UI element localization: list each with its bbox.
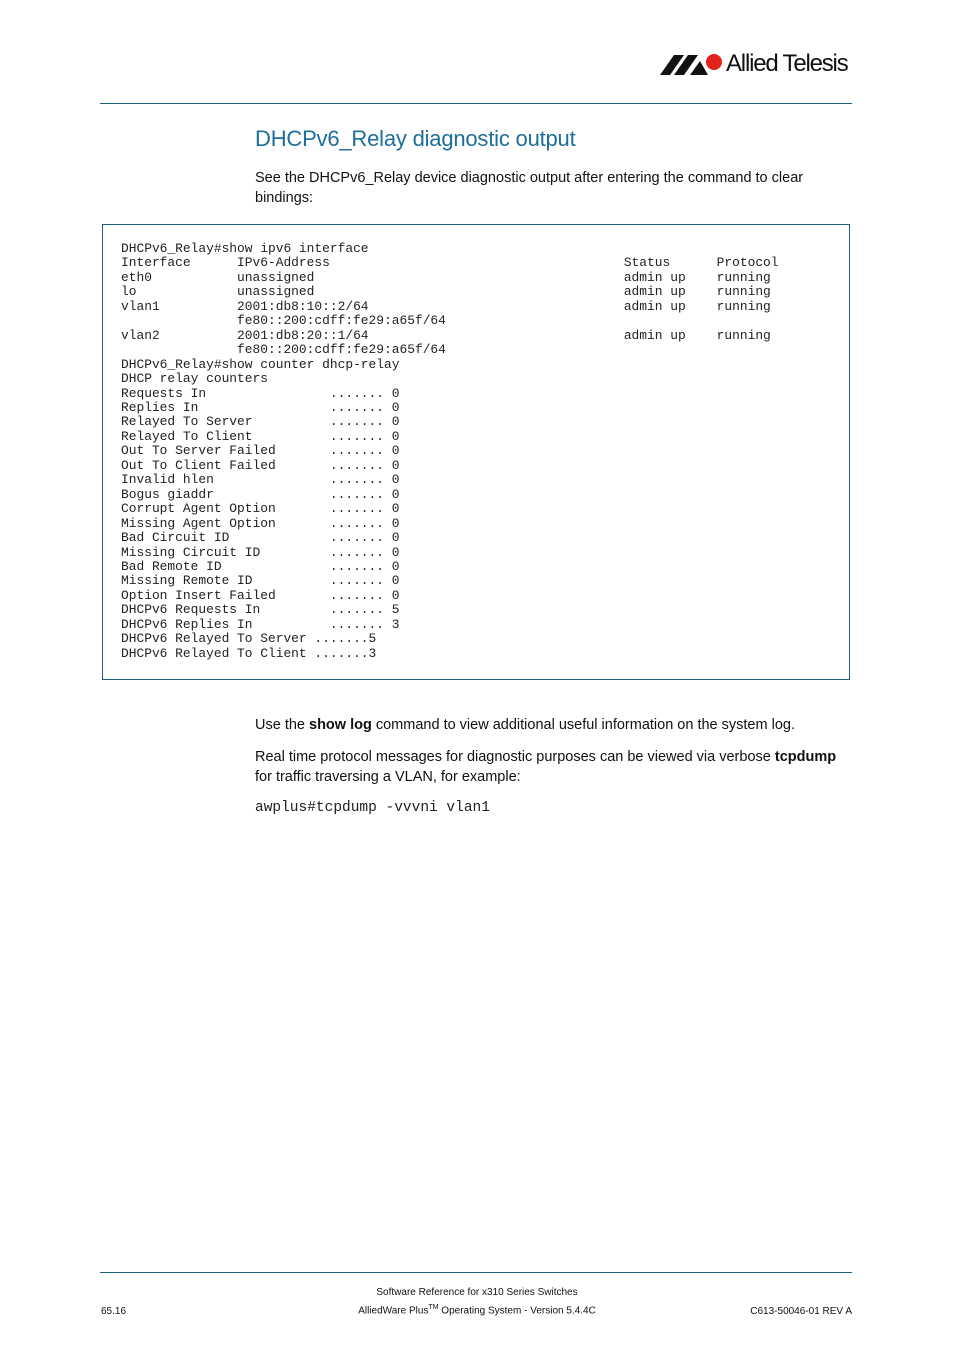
allied-telesis-logo-mark-icon <box>660 53 724 77</box>
footer-os-version-text: Operating System - Version 5.4.4C <box>438 1305 596 1317</box>
diagnostic-output-box <box>102 224 850 680</box>
tcpdump-text-after: for traffic traversing a VLAN, for example: <box>255 769 521 785</box>
section-title: DHCPv6_Relay diagnostic output <box>255 126 576 151</box>
tcpdump-text-before: Real time protocol messages for diagnostic purposes can be viewed via verbose <box>255 749 775 765</box>
tcpdump-command: tcpdump <box>774 749 837 765</box>
document-id: C613-50046-01 REV A <box>750 1306 852 1317</box>
header-divider <box>100 103 852 104</box>
allied-telesis-logo <box>660 50 856 80</box>
tcpdump-paragraph <box>255 747 850 787</box>
footer-divider <box>100 1272 852 1273</box>
tcpdump-command-example: awplus#tcpdump -vvvni vlan1 <box>255 800 490 816</box>
page-number: 65.16 <box>101 1306 127 1317</box>
trademark-superscript: TM <box>428 1304 439 1311</box>
diagnostic-output-text: DHCPv6_Relay#show ipv6 interface Interface IPv6-Address Status Protocol eth0 unassigned admin up running lo unassigned admin up running vlan1 2001:db8:10::2/64 admin up running fe80::200:cdff:fe29:a65f/64 vlan2 2001:db8:20::1/64 admin up running fe80::200:cdff:fe29:a65f/64 DHCPv6_Relay#show counter dhcp-relay DHCP relay counters Requests In ....... 0 Replies In ....... 0 Relayed To Server ....... 0 Relayed To Client ....... 0 Out To Server Failed ....... 0 Out To Client Failed ....... 0 Invalid hlen ....... 0 Bogus giaddr ....... 0 Corrupt Agent Option ....... 0 Missing Agent Option ....... 0 Bad Circuit ID ....... 0 Missing Circuit ID ....... 0 Bad Remote ID ....... 0 Missing Remote ID ....... 0 Option Insert Failed ....... 0 DHCPv6 Requests In ....... 5 DHCPv6 Replies In ....... 3 DHCPv6 Relayed To Server .......5 DHCPv6 Relayed To Client .......3 <box>121 241 779 661</box>
footer-title: Software Reference for x310 Series Switches <box>376 1287 578 1298</box>
logo-wordmark: Allied Telesis <box>726 50 848 77</box>
show-log-paragraph <box>255 715 850 735</box>
show-log-command: show log <box>309 717 372 733</box>
intro-paragraph: See the DHCPv6_Relay device diagnostic output after entering the command to clear bindings: <box>255 170 804 206</box>
show-log-text-after: command to view additional useful information on the system log. <box>371 717 795 733</box>
show-log-text-before: Use the <box>255 717 309 733</box>
footer-os-name: AlliedWare Plus <box>358 1305 429 1317</box>
